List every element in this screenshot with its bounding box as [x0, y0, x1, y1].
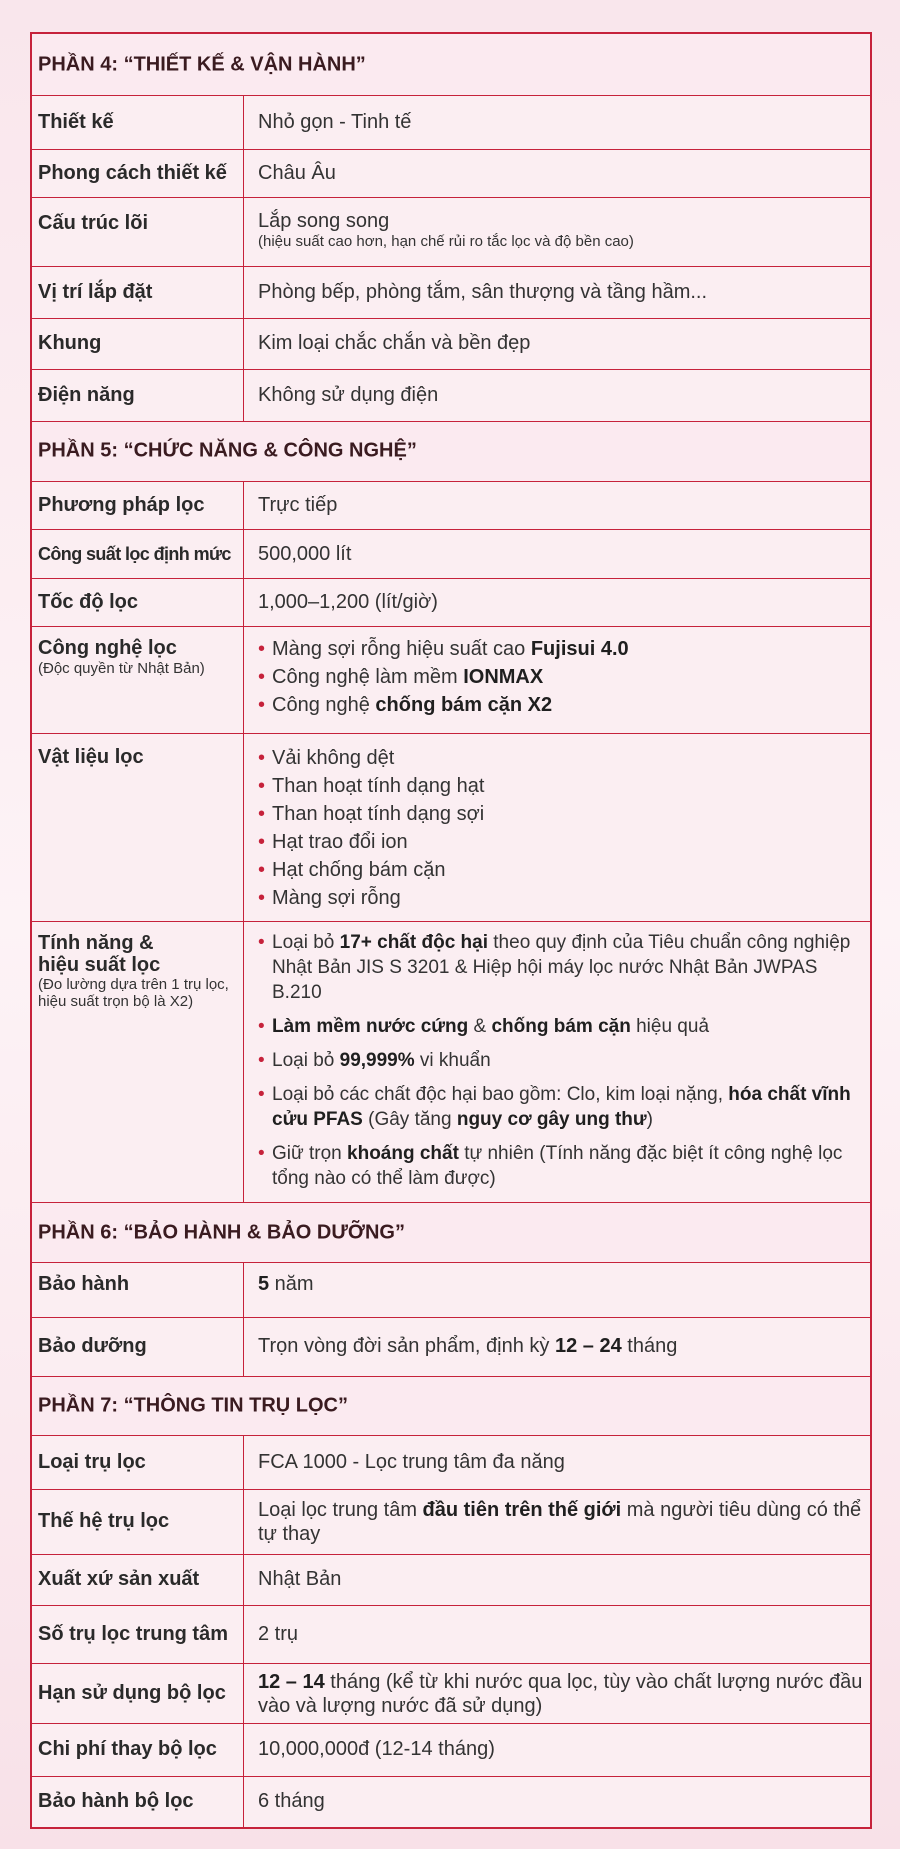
- row-label: Bảo hành: [32, 1263, 244, 1317]
- row-value: [244, 579, 870, 626]
- row-value: [244, 198, 870, 266]
- table-row: [32, 922, 870, 1203]
- table-row: [32, 319, 870, 369]
- section-title-5: PHẦN 5: “CHỨC NĂNG & CÔNG NGHỆ”: [38, 439, 417, 462]
- table-row: [32, 530, 870, 578]
- list-item: • Giữ trọn khoáng chất tự nhiên (Tính năng đặc biệt ít công nghệ lọc tổng nào có thể làm được): [258, 1141, 864, 1191]
- value-text: Lắp song song: [258, 209, 390, 232]
- row-label: Chi phí thay bộ lọc: [32, 1724, 244, 1775]
- table-row: [32, 1664, 870, 1724]
- row-label: Thiết kế: [32, 96, 244, 149]
- row-label: Phương pháp lọc: [32, 482, 244, 529]
- value-text: Kim loại chắc chắn và bền đẹp: [258, 332, 531, 355]
- row-value: [244, 370, 870, 421]
- row-value: [244, 734, 870, 921]
- material-list: [258, 744, 864, 912]
- table-row: [32, 1490, 870, 1555]
- section-header-6: [32, 1203, 870, 1262]
- section-header-7: [32, 1377, 870, 1436]
- list-item: • Than hoạt tính dạng hạt: [258, 772, 864, 800]
- table-row: [32, 370, 870, 422]
- value-text: 1,000–1,200 (lít/giờ): [258, 591, 438, 614]
- value-text: Không sử dụng điện: [258, 383, 439, 406]
- table-row: [32, 198, 870, 267]
- value-text: 6 tháng: [258, 1790, 325, 1813]
- row-label: Xuất xứ sản xuất: [32, 1555, 244, 1605]
- list-item: • Màng sợi rỗng: [258, 884, 864, 912]
- row-label: Tốc độ lọc: [32, 579, 244, 626]
- list-item: • Làm mềm nước cứng & chống bám cặn hiệu quả: [258, 1014, 864, 1039]
- tech-list: [258, 635, 864, 719]
- label-sub: (Đo lường dựa trên 1 trụ lọc, hiệu suất trọn bộ là X2): [38, 976, 229, 1011]
- label-sub: (Độc quyền từ Nhật Bản): [38, 660, 205, 678]
- row-label: Cấu trúc lõi: [32, 198, 244, 266]
- row-label: Thế hệ trụ lọc: [32, 1490, 244, 1554]
- list-item: • Loại bỏ 99,999% vi khuẩn: [258, 1048, 864, 1073]
- row-value: [244, 1777, 870, 1827]
- list-item: • Công nghệ chống bám cặn X2: [258, 691, 864, 719]
- row-value: [244, 1606, 870, 1663]
- value-text: 500,000 lít: [258, 542, 352, 565]
- table-row: [32, 150, 870, 198]
- table-row: [32, 734, 870, 922]
- list-item: • Màng sợi rỗng hiệu suất cao Fujisui 4.0: [258, 635, 864, 663]
- row-label: Bảo hành bộ lọc: [32, 1777, 244, 1827]
- section-title-7: PHẦN 7: “THÔNG TIN TRỤ LỌC”: [38, 1394, 348, 1417]
- list-item: • Loại bỏ 17+ chất độc hại theo quy định của Tiêu chuẩn công nghiệp Nhật Bản JIS S 3201 & Hiệp hội máy lọc nước Nhật Bản JWPAS B.210: [258, 930, 864, 1005]
- list-item: • Hạt chống bám cặn: [258, 856, 864, 884]
- section-title-6: PHẦN 6: “BẢO HÀNH & BẢO DƯỠNG”: [38, 1221, 405, 1244]
- row-value: [244, 267, 870, 318]
- row-value: [244, 482, 870, 529]
- list-item: • Than hoạt tính dạng sợi: [258, 800, 864, 828]
- section-header-5: [32, 422, 870, 482]
- table-row: [32, 482, 870, 530]
- table-row: [32, 1263, 870, 1318]
- value-text: Phòng bếp, phòng tắm, sân thượng và tầng hầm...: [258, 280, 708, 303]
- value-text: Nhỏ gọn - Tinh tế: [258, 111, 412, 134]
- row-value: Loại lọc trung tâm đầu tiên trên thế giới mà người tiêu dùng có thể tự thay: [258, 1498, 862, 1545]
- list-item: • Công nghệ làm mềm IONMAX: [258, 663, 864, 691]
- row-value: [244, 96, 870, 149]
- row-value: [244, 319, 870, 368]
- feature-list: [258, 930, 864, 1191]
- list-item: • Hạt trao đổi ion: [258, 828, 864, 856]
- row-label: Vật liệu lọc: [32, 734, 244, 921]
- value-text: Trực tiếp: [258, 494, 338, 517]
- table-row: [32, 1318, 870, 1377]
- list-item: • Loại bỏ các chất độc hại bao gồm: Clo, kim loại nặng, hóa chất vĩnh cửu PFAS (Gây tăng nguy cơ gây ung thư): [258, 1082, 864, 1132]
- row-label: Hạn sử dụng bộ lọc: [32, 1664, 244, 1723]
- row-label: Điện năng: [32, 370, 244, 421]
- table-row: [32, 96, 870, 150]
- value-note: (hiệu suất cao hơn, hạn chế rủi ro tắc lọc và độ bền cao): [258, 232, 634, 250]
- value-text: Châu Âu: [258, 162, 336, 185]
- table-row: [32, 1777, 870, 1827]
- section-title-4: PHẦN 4: “THIẾT KẾ & VẬN HÀNH”: [38, 53, 366, 76]
- spec-table: [30, 32, 872, 1829]
- row-value: [244, 530, 870, 577]
- value-text: Nhật Bản: [258, 1568, 342, 1591]
- label-text: hiệu suất lọc: [38, 954, 161, 977]
- section-header-4: [32, 34, 870, 96]
- row-value: [244, 1724, 870, 1775]
- table-row: [32, 579, 870, 627]
- table-row: [32, 1436, 870, 1489]
- row-label: Phong cách thiết kế: [32, 150, 244, 197]
- row-label: [32, 922, 244, 1202]
- table-row: [32, 1606, 870, 1664]
- row-value: [244, 150, 870, 197]
- label-text: Công nghệ lọc: [38, 637, 177, 660]
- table-row: [32, 1724, 870, 1776]
- value-text: FCA 1000 - Lọc trung tâm đa năng: [258, 1450, 565, 1473]
- row-label: Công suất lọc định mức: [32, 530, 244, 577]
- value-text: 2 trụ: [258, 1622, 299, 1645]
- list-item: • Vải không dệt: [258, 744, 864, 772]
- row-label: Khung: [32, 319, 244, 368]
- table-row: [32, 627, 870, 734]
- row-value: [244, 1555, 870, 1605]
- row-label: Vị trí lắp đặt: [32, 267, 244, 318]
- row-value: [244, 922, 870, 1202]
- table-row: [32, 267, 870, 319]
- row-value: [244, 627, 870, 733]
- row-value: 5 năm: [258, 1272, 314, 1295]
- label-text: Tính năng &: [38, 932, 154, 955]
- value-text: 10,000,000đ (12-14 tháng): [258, 1738, 495, 1761]
- row-label: [32, 627, 244, 733]
- row-label: Bảo dưỡng: [32, 1318, 244, 1376]
- row-label: Loại trụ lọc: [32, 1436, 244, 1488]
- row-value: [244, 1436, 870, 1488]
- row-label: Số trụ lọc trung tâm: [32, 1606, 244, 1663]
- row-value: 12 – 14 tháng (kể từ khi nước qua lọc, tùy vào chất lượng nước đầu vào và lượng nước đã sử dụng): [258, 1670, 863, 1717]
- row-value: Trọn vòng đời sản phẩm, định kỳ 12 – 24 tháng: [258, 1335, 678, 1358]
- table-row: [32, 1555, 870, 1606]
